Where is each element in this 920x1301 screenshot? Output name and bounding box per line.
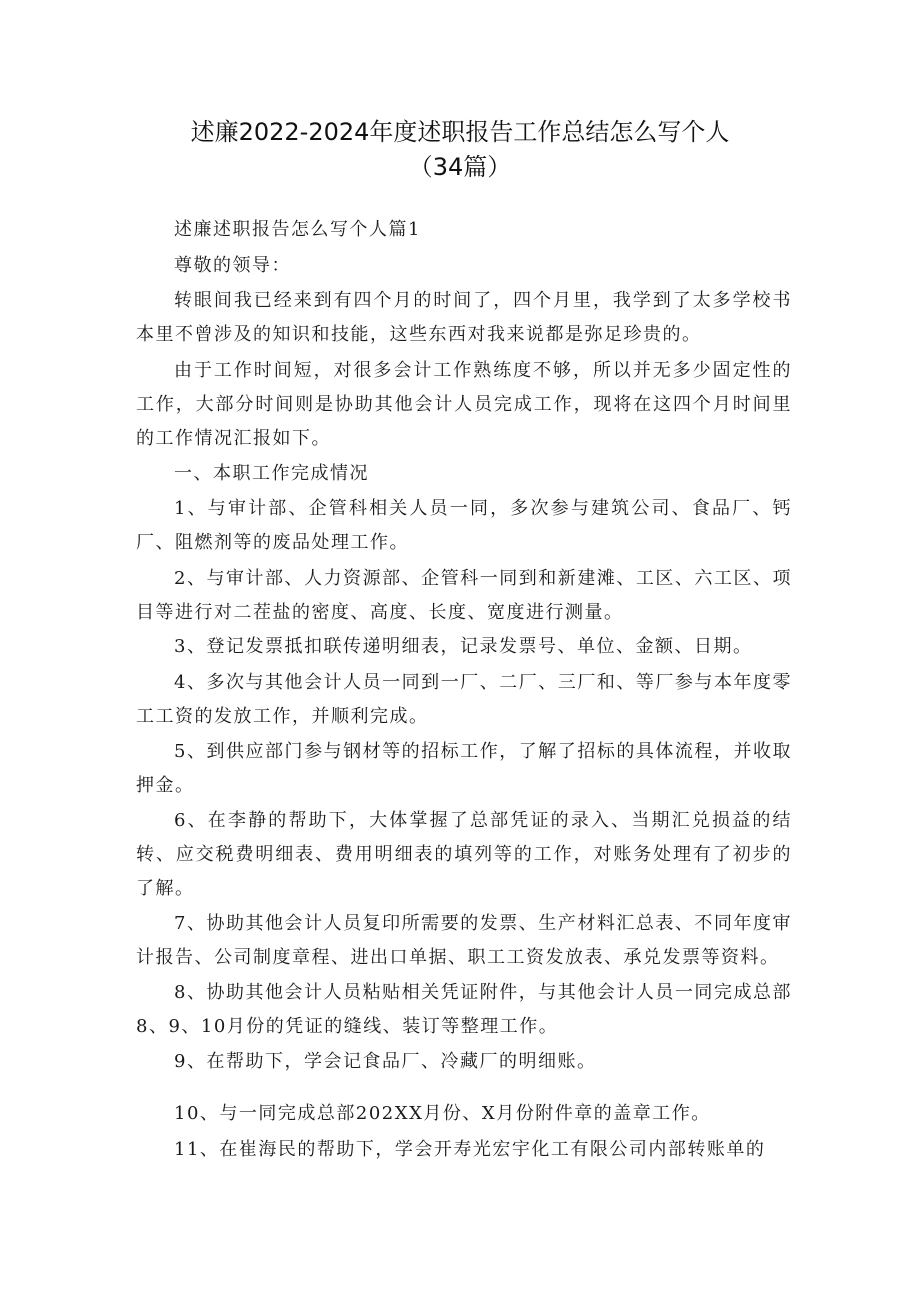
document-title-line-2: （34篇） bbox=[408, 153, 512, 181]
list-item-1: 1、与审计部、企管科相关人员一同，多次参与建筑公司、食品厂、钙厂、阻燃剂等的废品处理工作。 bbox=[136, 498, 792, 553]
list-item-4: 4、多次与其他会计人员一同到一厂、二厂、三厂和、等厂参与本年度零工工资的发放工作，并顺利完成。 bbox=[136, 672, 792, 727]
list-item-5: 5、到供应部门参与钢材等的招标工作，了解了招标的具体流程，并收取押金。 bbox=[136, 741, 792, 796]
list-item-9: 9、在帮助下，学会记食品厂、冷藏厂的明细账。 bbox=[174, 1051, 597, 1072]
list-item-2: 2、与审计部、人力资源部、企管科一同到和新建滩、工区、六工区、项目等进行对二茬盐的密度、高度、长度、宽度进行测量。 bbox=[136, 568, 792, 623]
list-item-7: 7、协助其他会计人员复印所需要的发票、生产材料汇总表、不同年度审计报告、公司制度章程、进出口单据、职工工资发放表、承兑发票等资料。 bbox=[136, 913, 792, 968]
salutation: 尊敬的领导： bbox=[174, 255, 291, 276]
list-item-11: 11、在崔海民的帮助下，学会开寿光宏宇化工有限公司内部转账单的 bbox=[174, 1139, 766, 1160]
paragraph-context: 由于工作时间短，对很多会计工作熟练度不够，所以并无多少固定性的工作，大部分时间则是协助其他会计人员完成工作，现将在这四个月时间里的工作情况汇报如下。 bbox=[136, 360, 792, 449]
document-title-line-1: 述廉2022-2024年度述职报告工作总结怎么写个人 bbox=[190, 118, 730, 146]
subsection-heading: 一、本职工作完成情况 bbox=[174, 463, 369, 484]
list-item-6: 6、在李静的帮助下，大体掌握了总部凭证的录入、当期汇兑损益的结转、应交税费明细表、费用明细表的填列等的工作，对账务处理有了初步的了解。 bbox=[136, 810, 792, 899]
list-item-8: 8、协助其他会计人员粘贴相关凭证附件，与其他会计人员一同完成总部8、9、10月份的凭证的缝线、装订等整理工作。 bbox=[136, 982, 792, 1037]
paragraph-intro: 转眼间我已经来到有四个月的时间了，四个月里，我学到了太多学校书本里不曾涉及的知识和技能，这些东西对我来说都是弥足珍贵的。 bbox=[136, 290, 792, 345]
list-item-3: 3、登记发票抵扣联传递明细表，记录发票号、单位、金额、日期。 bbox=[174, 636, 753, 657]
section-heading: 述廉述职报告怎么写个人篇1 bbox=[174, 219, 421, 240]
list-item-10: 10、与一同完成总部202XX月份、X月份附件章的盖章工作。 bbox=[174, 1103, 711, 1124]
